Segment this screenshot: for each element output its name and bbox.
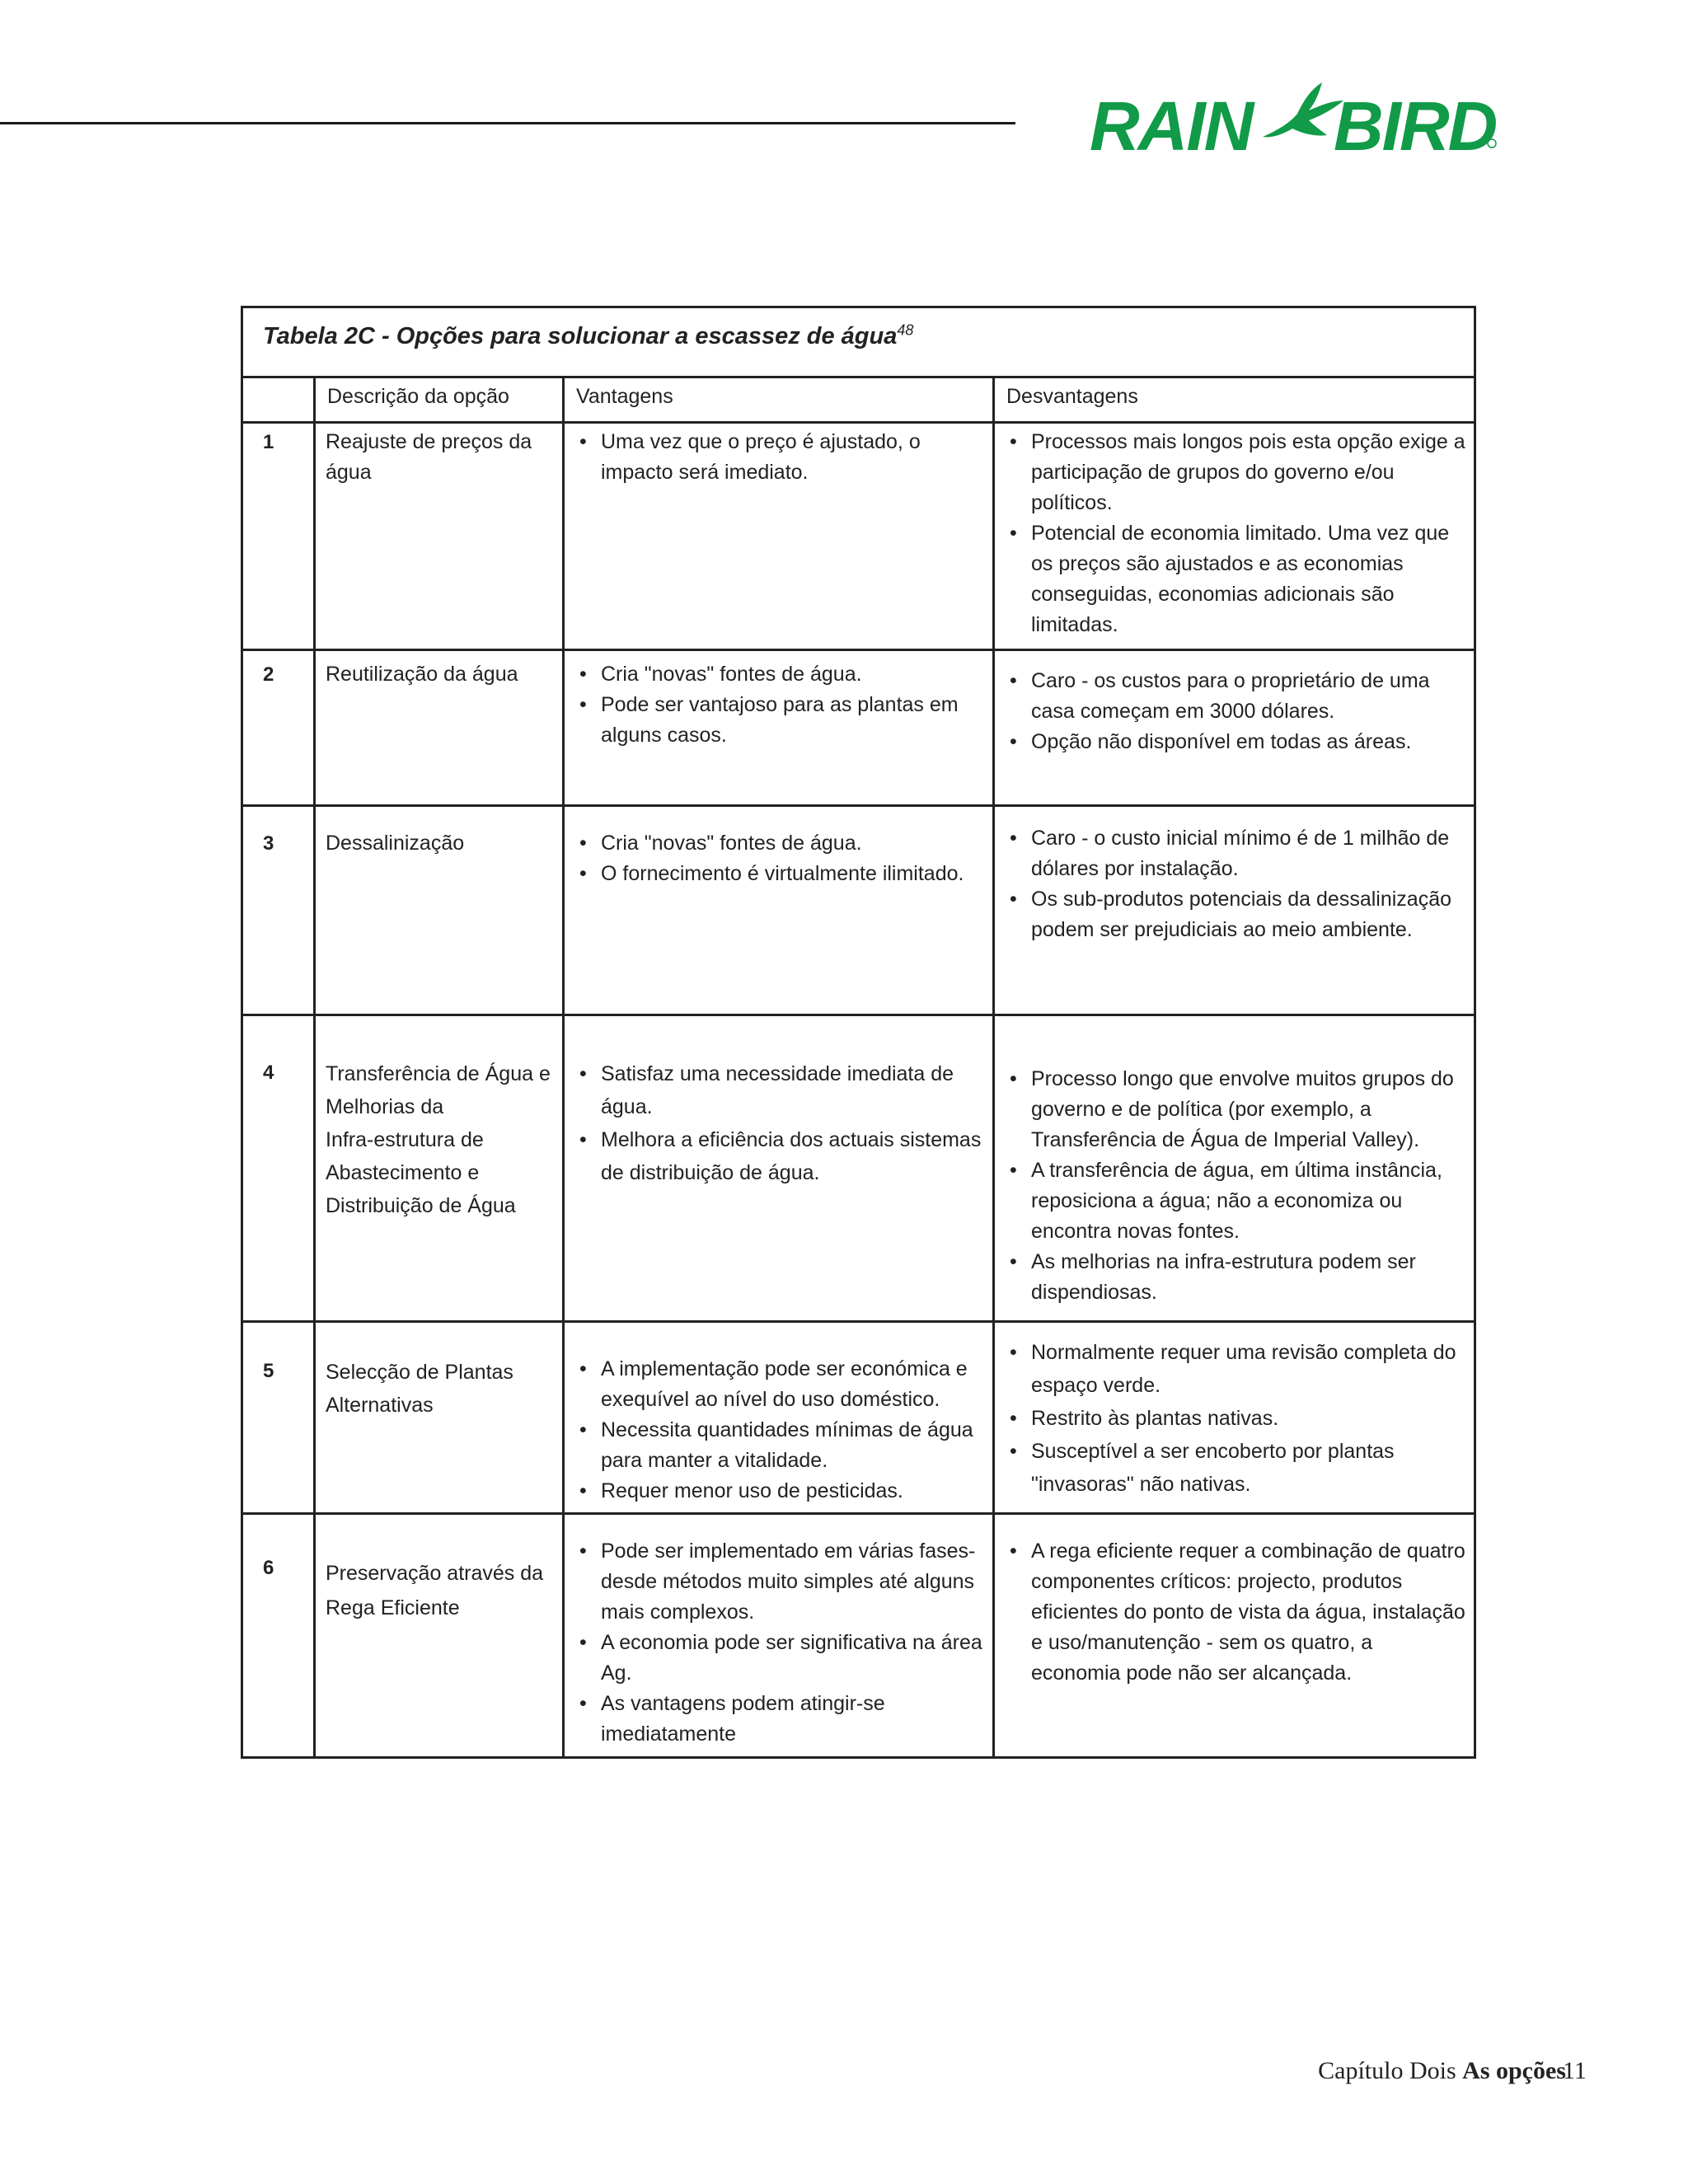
header-rule xyxy=(0,122,1015,124)
list-item: • Restrito às plantas nativas. xyxy=(1006,1402,1465,1435)
list-item: • Opção não disponível em todas as áreas. xyxy=(1006,727,1465,757)
row-number: 1 xyxy=(242,423,315,650)
row-number: 2 xyxy=(242,650,315,806)
row-advantages xyxy=(564,650,994,806)
table-row xyxy=(242,806,1475,1015)
list-item: • Processos mais longos pois esta opção exige a participação de grupos do governo e/ou políticos. xyxy=(1006,427,1465,518)
table-row xyxy=(242,423,1475,650)
list-item: • Uma vez que o preço é ajustado, o impacto será imediato. xyxy=(576,427,984,488)
row-description: Reajuste de preços da água xyxy=(315,423,564,650)
section-label: As opções xyxy=(1462,2057,1566,2084)
list-item: • Pode ser vantajoso para as plantas em alguns casos. xyxy=(576,690,984,751)
table-row xyxy=(242,650,1475,806)
row-disadvantages xyxy=(994,1015,1475,1322)
row-disadvantages xyxy=(994,1322,1475,1514)
list-item: • A rega eficiente requer a combinação de quatro componentes críticos: projecto, produtos eficientes do ponto de vista da água, instalação e uso/manutenção - sem os quatro, a economia pode não ser alcançada. xyxy=(1006,1536,1465,1689)
row-disadvantages xyxy=(994,806,1475,1015)
row-number: 6 xyxy=(242,1514,315,1758)
list-item: • Os sub-produtos potenciais da dessalinização podem ser prejudiciais ao meio ambiente. xyxy=(1006,884,1465,945)
row-disadvantages xyxy=(994,650,1475,806)
page-number: 11 xyxy=(1563,2057,1587,2084)
row-description: Transferência de Água e Melhorias da Infra-estrutura de Abastecimento e Distribuição de Água xyxy=(315,1015,564,1322)
list-item: • As melhorias na infra-estrutura podem ser dispendiosas. xyxy=(1006,1247,1465,1308)
row-number: 3 xyxy=(242,806,315,1015)
row-disadvantages xyxy=(994,423,1475,650)
chapter-label: Capítulo Dois xyxy=(1318,2057,1456,2084)
header-num xyxy=(242,377,315,423)
bird-icon xyxy=(1263,82,1343,137)
row-advantages xyxy=(564,423,994,650)
list-item: • Cria "novas" fontes de água. xyxy=(576,659,984,690)
list-item: • Satisfaz uma necessidade imediata de água. xyxy=(576,1057,984,1123)
list-item: • A implementação pode ser económica e exequível ao nível do uso doméstico. xyxy=(576,1354,984,1415)
row-number: 4 xyxy=(242,1015,315,1322)
row-description: Preservação através da Rega Eficiente xyxy=(315,1514,564,1758)
row-advantages xyxy=(564,806,994,1015)
chapter-footer xyxy=(1071,2057,1566,2085)
row-disadvantages xyxy=(994,1514,1475,1758)
table-row xyxy=(242,1514,1475,1758)
row-number: 5 xyxy=(242,1322,315,1514)
list-item: • Cria "novas" fontes de água. xyxy=(576,828,984,859)
svg-text:RAIN: RAIN xyxy=(1090,87,1253,163)
header-description: Descrição da opção xyxy=(315,377,564,423)
row-advantages xyxy=(564,1015,994,1322)
header-disadvantages: Desvantagens xyxy=(994,377,1475,423)
options-table xyxy=(241,306,1476,1759)
table-row xyxy=(242,1015,1475,1322)
table-title: Tabela 2C - Opções para solucionar a escassez de água$^{48}$ xyxy=(242,307,1475,377)
list-item: • Normalmente requer uma revisão completa do espaço verde. xyxy=(1006,1336,1465,1402)
svg-text:BIRD: BIRD xyxy=(1334,87,1497,163)
rain-bird-logo xyxy=(1086,73,1498,163)
list-item: • Potencial de economia limitado. Uma vez que os preços são ajustados e as economias conseguidas, economias adicionais são limitadas. xyxy=(1006,518,1465,640)
list-item: • Processo longo que envolve muitos grupos do governo e de política (por exemplo, a Transferência de Água de Imperial Valley). xyxy=(1006,1064,1465,1155)
row-advantages xyxy=(564,1514,994,1758)
header-advantages: Vantagens xyxy=(564,377,994,423)
list-item: • Caro - o custo inicial mínimo é de 1 milhão de dólares por instalação. xyxy=(1006,823,1465,884)
list-item: • O fornecimento é virtualmente ilimitado. xyxy=(576,859,984,889)
list-item: • Necessita quantidades mínimas de água para manter a vitalidade. xyxy=(576,1415,984,1476)
list-item: • Requer menor uso de pesticidas. xyxy=(576,1476,984,1507)
row-description: Selecção de Plantas Alternativas xyxy=(315,1322,564,1514)
list-item: • A transferência de água, em última instância, reposiciona a água; não a economiza ou encontra novas fontes. xyxy=(1006,1155,1465,1247)
list-item: • A economia pode ser significativa na área Ag. xyxy=(576,1628,984,1689)
table-row xyxy=(242,1322,1475,1514)
row-advantages xyxy=(564,1322,994,1514)
row-description: Dessalinização xyxy=(315,806,564,1015)
row-description: Reutilização da água xyxy=(315,650,564,806)
list-item: • As vantagens podem atingir-se imediatamente xyxy=(576,1689,984,1750)
list-item: • Susceptível a ser encoberto por plantas "invasoras" não nativas. xyxy=(1006,1435,1465,1501)
table-header-row xyxy=(242,377,1475,423)
list-item: • Caro - os custos para o proprietário de uma casa começam em 3000 dólares. xyxy=(1006,666,1465,727)
list-item: • Pode ser implementado em várias fases-desde métodos muito simples até alguns mais complexos. xyxy=(576,1536,984,1628)
list-item: • Melhora a eficiência dos actuais sistemas de distribuição de água. xyxy=(576,1123,984,1189)
